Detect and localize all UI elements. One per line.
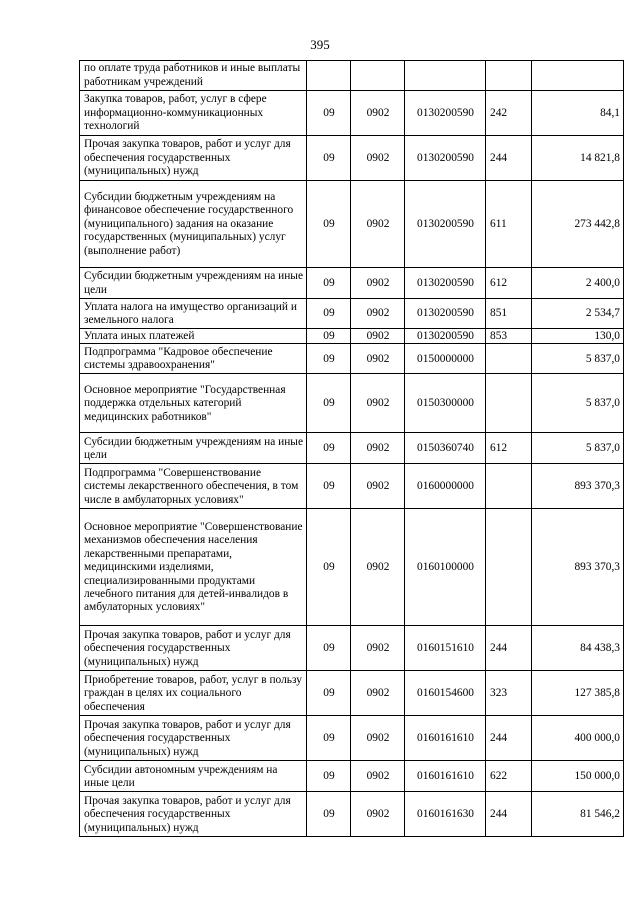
row-section: 09: [307, 91, 351, 136]
row-section: 09: [307, 716, 351, 761]
row-section: 09: [307, 374, 351, 433]
table-row: [80, 374, 624, 433]
row-section: 09: [307, 268, 351, 299]
row-name: Приобретение товаров, работ, услуг в пользу граждан в целях их социального обеспечения: [80, 671, 307, 716]
row-expense-type: 244: [486, 626, 532, 671]
budget-table: [79, 60, 624, 837]
table-row: [80, 626, 624, 671]
row-expense-type: [486, 509, 532, 626]
row-target-article: 0160161630: [405, 792, 486, 837]
row-expense-type: 853: [486, 329, 532, 344]
row-subsection: 0902: [351, 344, 405, 374]
row-target-article: 0130200590: [405, 136, 486, 181]
table-row: [80, 268, 624, 299]
budget-table-body: [80, 61, 624, 837]
table-row: [80, 509, 624, 626]
row-target-article: 0160100000: [405, 509, 486, 626]
row-target-article: 0160000000: [405, 464, 486, 509]
row-target-article: 0130200590: [405, 91, 486, 136]
row-target-article: 0160154600: [405, 671, 486, 716]
row-section: 09: [307, 181, 351, 268]
row-amount: 14 821,8: [532, 136, 624, 181]
row-amount: 5 837,0: [532, 433, 624, 464]
row-amount: 273 442,8: [532, 181, 624, 268]
row-amount: 81 546,2: [532, 792, 624, 837]
row-section: 09: [307, 761, 351, 792]
row-section: 09: [307, 464, 351, 509]
row-section: 09: [307, 136, 351, 181]
row-expense-type: 244: [486, 792, 532, 837]
row-name: Уплата налога на имущество организаций и земельного налога: [80, 299, 307, 329]
row-name: Субсидии бюджетным учреждениям на иные цели: [80, 433, 307, 464]
row-name: Субсидии автономным учреждениям на иные цели: [80, 761, 307, 792]
table-row: [80, 344, 624, 374]
row-expense-type: 851: [486, 299, 532, 329]
row-expense-type: [486, 374, 532, 433]
row-expense-type: 242: [486, 91, 532, 136]
row-subsection: 0902: [351, 716, 405, 761]
table-row: [80, 181, 624, 268]
row-amount: 400 000,0: [532, 716, 624, 761]
row-subsection: 0902: [351, 626, 405, 671]
row-target-article: 0130200590: [405, 329, 486, 344]
row-name: Подпрограмма "Кадровое обеспечение системы здравоохранения": [80, 344, 307, 374]
row-section: 09: [307, 433, 351, 464]
row-name: Прочая закупка товаров, работ и услуг для обеспечения государственных (муниципальных) нужд: [80, 792, 307, 837]
row-name: Субсидии бюджетным учреждениям на финансовое обеспечение государственного (муниципального) задания на оказание государственных (муниципальных) услуг (выполнение работ): [80, 181, 307, 268]
row-amount: 127 385,8: [532, 671, 624, 716]
row-expense-type: 244: [486, 136, 532, 181]
page-number: 395: [310, 37, 330, 52]
row-subsection: 0902: [351, 268, 405, 299]
row-subsection: 0902: [351, 761, 405, 792]
row-amount: [532, 61, 624, 91]
row-amount: 2 400,0: [532, 268, 624, 299]
row-subsection: 0902: [351, 329, 405, 344]
row-section: [307, 61, 351, 91]
row-target-article: [405, 61, 486, 91]
row-amount: 150 000,0: [532, 761, 624, 792]
table-row: [80, 433, 624, 464]
row-expense-type: 612: [486, 268, 532, 299]
row-subsection: 0902: [351, 509, 405, 626]
table-row: [80, 136, 624, 181]
row-name: Прочая закупка товаров, работ и услуг для обеспечения государственных (муниципальных) нужд: [80, 626, 307, 671]
row-subsection: 0902: [351, 464, 405, 509]
row-subsection: 0902: [351, 433, 405, 464]
row-name: Субсидии бюджетным учреждениям на иные цели: [80, 268, 307, 299]
row-section: 09: [307, 344, 351, 374]
row-amount: 2 534,7: [532, 299, 624, 329]
row-expense-type: [486, 464, 532, 509]
row-target-article: 0130200590: [405, 299, 486, 329]
row-name: Закупка товаров, работ, услуг в сфере информационно-коммуникационных технологий: [80, 91, 307, 136]
table-row: [80, 464, 624, 509]
table-row: [80, 671, 624, 716]
row-section: 09: [307, 329, 351, 344]
row-subsection: 0902: [351, 91, 405, 136]
row-section: 09: [307, 626, 351, 671]
row-subsection: 0902: [351, 671, 405, 716]
row-subsection: 0902: [351, 792, 405, 837]
row-amount: 5 837,0: [532, 344, 624, 374]
table-row: [80, 61, 624, 91]
row-amount: 5 837,0: [532, 374, 624, 433]
row-subsection: 0902: [351, 299, 405, 329]
row-amount: 130,0: [532, 329, 624, 344]
row-section: 09: [307, 671, 351, 716]
row-name: Уплата иных платежей: [80, 329, 307, 344]
row-amount: 893 370,3: [532, 464, 624, 509]
row-target-article: 0160161610: [405, 761, 486, 792]
row-target-article: 0150360740: [405, 433, 486, 464]
row-name: Подпрограмма "Совершенствование системы лекарственного обеспечения, в том числе в амбулаторных условиях": [80, 464, 307, 509]
row-target-article: 0150300000: [405, 374, 486, 433]
row-subsection: 0902: [351, 136, 405, 181]
table-row: [80, 792, 624, 837]
row-target-article: 0150000000: [405, 344, 486, 374]
row-name: Прочая закупка товаров, работ и услуг для обеспечения государственных (муниципальных) нужд: [80, 716, 307, 761]
row-name: Прочая закупка товаров, работ и услуг для обеспечения государственных (муниципальных) нужд: [80, 136, 307, 181]
row-target-article: 0160161610: [405, 716, 486, 761]
row-amount: 893 370,3: [532, 509, 624, 626]
row-subsection: 0902: [351, 181, 405, 268]
row-target-article: 0130200590: [405, 268, 486, 299]
row-name: по оплате труда работников и иные выплаты работникам учреждений: [80, 61, 307, 91]
row-expense-type: 244: [486, 716, 532, 761]
row-section: 09: [307, 509, 351, 626]
row-subsection: 0902: [351, 374, 405, 433]
row-expense-type: 323: [486, 671, 532, 716]
row-expense-type: [486, 344, 532, 374]
row-target-article: 0160151610: [405, 626, 486, 671]
table-row: [80, 716, 624, 761]
row-expense-type: [486, 61, 532, 91]
table-row: [80, 329, 624, 344]
row-section: 09: [307, 792, 351, 837]
table-row: [80, 761, 624, 792]
row-target-article: 0130200590: [405, 181, 486, 268]
row-expense-type: 611: [486, 181, 532, 268]
table-row: [80, 91, 624, 136]
row-amount: 84,1: [532, 91, 624, 136]
row-name: Основное мероприятие "Совершенствование механизмов обеспечения населения лекарственными препаратами, медицинскими изделиями, специализированными продуктами лечебного питания для детей-инвалидов в амбулаторных условиях": [80, 509, 307, 626]
row-section: 09: [307, 299, 351, 329]
row-amount: 84 438,3: [532, 626, 624, 671]
row-expense-type: 622: [486, 761, 532, 792]
row-subsection: [351, 61, 405, 91]
table-row: [80, 299, 624, 329]
row-expense-type: 612: [486, 433, 532, 464]
row-name: Основное мероприятие "Государственная поддержка отдельных категорий медицинских работников": [80, 374, 307, 433]
